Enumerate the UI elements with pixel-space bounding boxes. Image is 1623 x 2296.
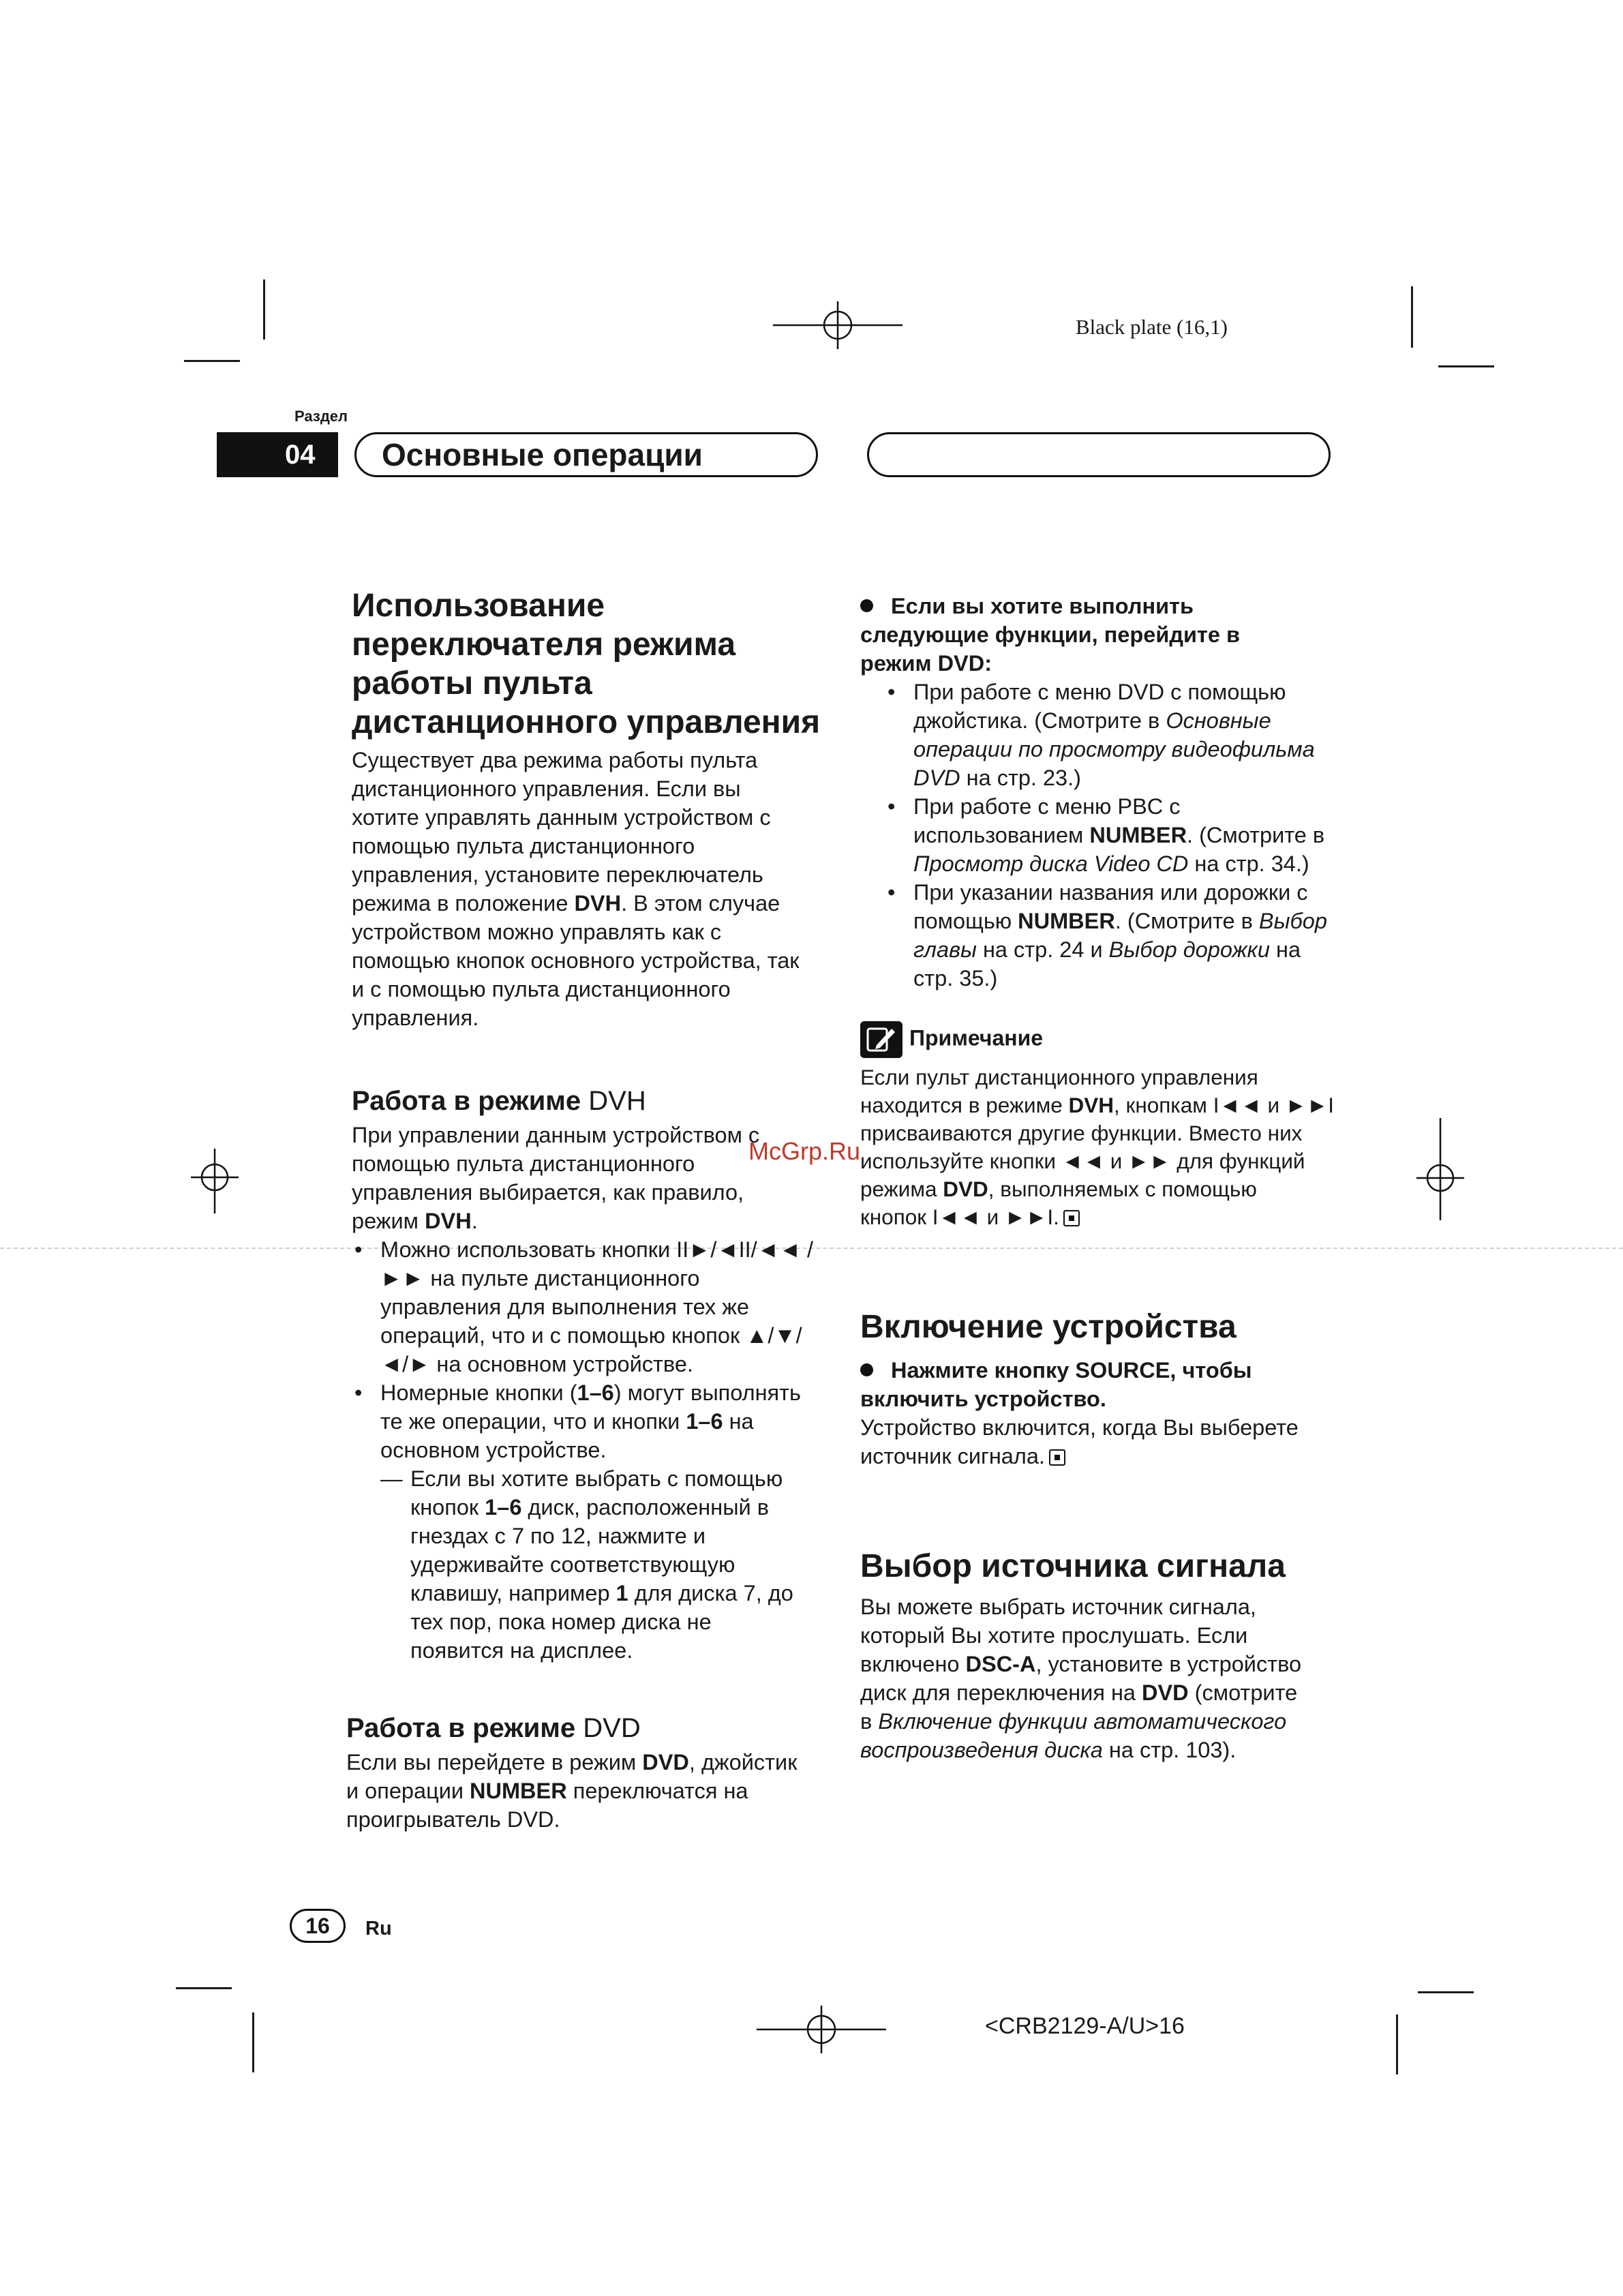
crop-mark: [1438, 365, 1494, 367]
paragraph-intro: Существует два режима работы пульта дистанционного управления. Если вы хотите управлять данным устройством с помощью пульта дистанционного управления, установите переключатель режима в положение DVH. В этом случае устройством можно управлять как с помощью кнопок основного устройства, так и с помощью пульта дистанционного управления.: [352, 748, 800, 1030]
registration-mark-right: [1416, 1118, 1464, 1220]
crop-mark: [252, 2012, 254, 2072]
registration-mark-top: [773, 301, 902, 349]
watermark: McGrp.Ru: [748, 1137, 861, 1165]
crop-mark: [1396, 2014, 1398, 2074]
bullet-dot-icon: [860, 1363, 873, 1376]
registration-mark-left: [191, 1149, 239, 1213]
heading-dvh-mode: Работа в режиме DVH: [352, 1086, 646, 1116]
page-number: 16: [290, 1909, 346, 1943]
end-mark-icon: [1063, 1210, 1080, 1226]
language-code: Ru: [365, 1918, 392, 1939]
list-item: • При работе с меню DVD с помощью джойстика. (Смотрите в Основные операции по просмотру видеофильма DVD на стр. 23.): [885, 678, 1351, 792]
paragraph-source-select: Вы можете выбрать источник сигнала, который Вы хотите прослушать. Если включено DSC-A, установите в устройство диск для переключения на DVD (смотрите в Включение функции автоматического воспроизведения диска на стр. 103).: [860, 1595, 1302, 1762]
crop-mark: [1411, 286, 1413, 348]
list-item: • Можно использовать кнопки II►/◄II/◄◄ / ►► на пульте дистанционного управления для выполнения тех же операций, что и с помощью кнопок ▲/▼/ ◄/► на основном устройстве.: [352, 1235, 829, 1378]
end-mark-icon: [1049, 1449, 1065, 1466]
sub-list-item: — Если вы хотите выбрать с помощью кнопок 1–6 диск, расположенный в гнездах с 7 по 12, нажмите и удерживайте соответствующую клавишу, например 1 для диска 7, до тех пор, пока номер диска не появится на дисплее.: [380, 1464, 829, 1665]
note-text: Если пульт дистанционного управления находится в режиме DVH, кнопкам I◄◄ и ►►I присваиваются другие функции. Вместо них используйте кнопки ◄◄ и ►► для функций режима DVD, выполняемых с помощью кнопок I◄◄ и ►►I.: [860, 1065, 1334, 1229]
crop-mark: [1418, 1991, 1474, 1993]
black-plate-label: Black plate (16,1): [1076, 315, 1228, 339]
note-heading: Примечание: [860, 1021, 1351, 1058]
list-item: • Номерные кнопки (1–6) могут выполнять те же операции, что и кнопки 1–6 на основном устройстве. — Если вы хотите выбрать с помощью кнопок 1–6 диск, расположенный в гнездах с 7 по 12, нажмите и удерживайте соответствующую клавишу, например 1 для диска 7, до тех пор, пока номер диска не появится на дисплее.: [352, 1378, 829, 1665]
paragraph-power-on: Устройство включится, когда Вы выберете источник сигнала.: [860, 1415, 1299, 1468]
bullet-dot-icon: [860, 599, 873, 612]
right-column: [860, 592, 1351, 1764]
lead-dvd-functions: Если вы хотите выполнить следующие функции, перейдите в режим DVD:: [860, 594, 1240, 676]
section-number: 04: [285, 440, 316, 470]
paragraph-dvh: При управлении данным устройством с помощью пульта дистанционного управления выбирается, как правило, режим DVH.: [352, 1123, 760, 1233]
heading-dvd-mode: Работа в режиме DVD: [346, 1713, 641, 1743]
registration-mark-bottom: [757, 2006, 886, 2053]
lead-power-on: Нажмите кнопку SOURCE, чтобы включить устройство.: [860, 1358, 1252, 1411]
crop-mark: [176, 1987, 232, 1989]
heading-source-select: Выбор источника сигнала: [860, 1548, 1286, 1584]
list-item: • При указании названия или дорожки с помощью NUMBER. (Смотрите в Выбор главы на стр. 24 и Выбор дорожки на стр. 35.): [885, 878, 1351, 993]
dvd-functions-list: [885, 678, 1351, 993]
heading-power-on: Включение устройства: [860, 1309, 1237, 1345]
pencil-icon: [860, 1021, 902, 1058]
crop-mark: [184, 360, 240, 362]
paragraph-dvd: Если вы перейдете в режим DVD, джойстик и операции NUMBER переключатся на проигрыватель DVD.: [346, 1750, 798, 1832]
section-title: Основные операции: [382, 437, 703, 472]
section-empty-frame: [867, 432, 1331, 477]
list-item: • При работе с меню PBC с использованием NUMBER. (Смотрите в Просмотр диска Video CD на стр. 34.): [885, 792, 1351, 878]
document-code: <CRB2129-A/U>16: [985, 2013, 1185, 2039]
crop-mark: [263, 280, 265, 339]
dvh-bullet-list: [352, 1235, 829, 1665]
section-label: Раздел: [294, 408, 348, 425]
heading-remote-mode-switch: Использование переключателя режима работы пульта дистанционного управления: [352, 588, 821, 740]
left-column: [346, 586, 829, 1834]
